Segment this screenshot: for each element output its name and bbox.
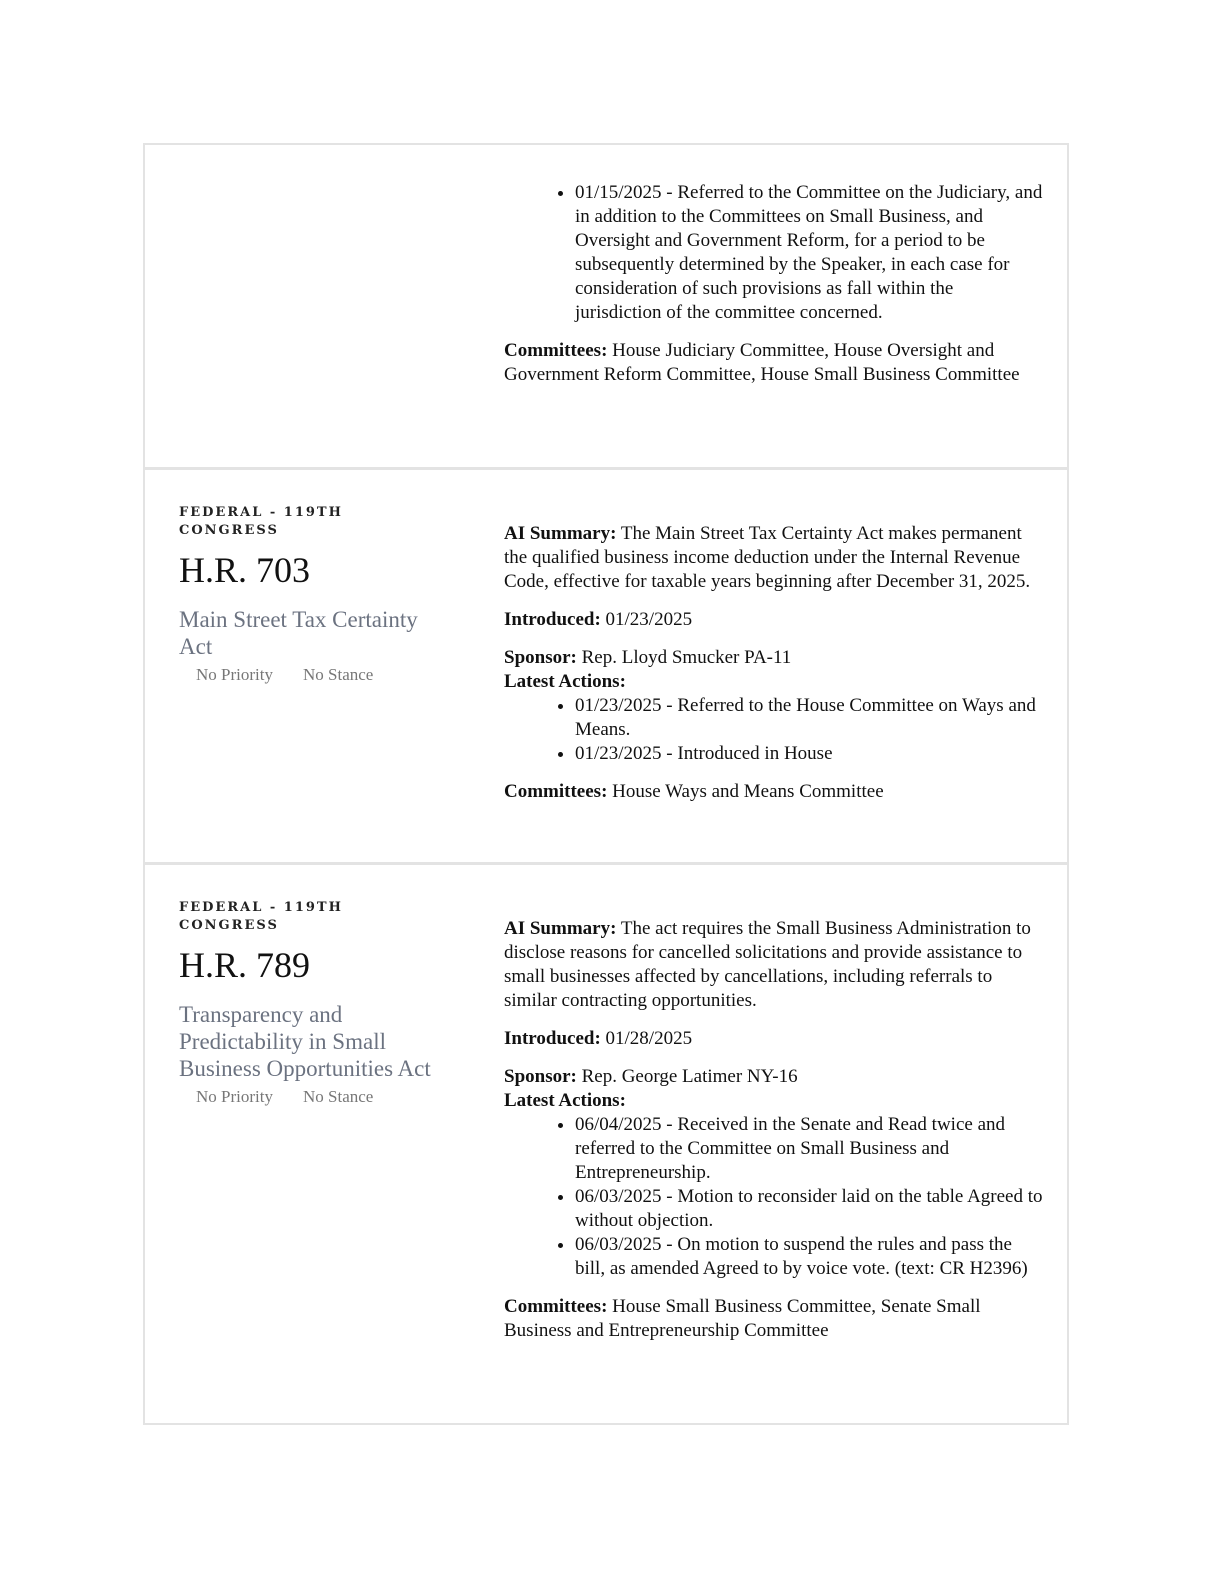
latest-actions-list bbox=[504, 694, 1044, 766]
committees-value: House Small Business Committee, Senate Small Business and Entrepreneurship Committee bbox=[504, 1296, 981, 1341]
bill-tags bbox=[179, 1087, 449, 1107]
committees-value: House Ways and Means Committee bbox=[612, 781, 884, 802]
bill-row-continued bbox=[145, 145, 1067, 467]
introduced-label: Introduced: bbox=[504, 609, 601, 630]
committees-label: Committees: bbox=[504, 781, 608, 802]
introduced bbox=[504, 1027, 1044, 1051]
introduced-date: 01/23/2025 bbox=[605, 609, 693, 630]
bill-details bbox=[504, 865, 1044, 1343]
committees-label: Committees: bbox=[504, 1296, 608, 1317]
action-item: • 06/03/2025 - On motion to suspend the rules and pass the bill, as amended Agreed to by voice vote. (text: CR H2396) bbox=[575, 1233, 1044, 1281]
bill-header bbox=[179, 470, 449, 685]
bill-details bbox=[504, 145, 1044, 387]
ai-summary-text: The act requires the Small Business Administration to disclose reasons for cancelled solicitations and provide assistance to small businesses affected by cancellations, including referrals to similar contracting opportunities. bbox=[504, 918, 1031, 1011]
stance-badge: No Stance bbox=[302, 1087, 374, 1106]
bills-table bbox=[143, 143, 1069, 1425]
bill-title[interactable]: Transparency and Predictability in Small Business Opportunities Act bbox=[179, 1002, 431, 1081]
sponsor bbox=[504, 646, 1044, 670]
jurisdiction-label: FEDERAL - 119TH CONGRESS bbox=[179, 900, 343, 933]
bill-row bbox=[145, 862, 1067, 1423]
committees bbox=[504, 339, 1044, 387]
bill-header bbox=[179, 865, 449, 1107]
latest-actions-label: Latest Actions: bbox=[504, 1090, 626, 1111]
introduced bbox=[504, 608, 1044, 632]
action-item: • 01/23/2025 - Introduced in House bbox=[575, 742, 1044, 766]
ai-summary-label: AI Summary: bbox=[504, 918, 617, 939]
committees-label: Committees: bbox=[504, 340, 608, 361]
introduced-date: 01/28/2025 bbox=[605, 1028, 693, 1049]
committees bbox=[504, 1295, 1044, 1343]
bill-details bbox=[504, 470, 1044, 804]
action-item: • 06/03/2025 - Motion to reconsider laid on the table Agreed to without objection. bbox=[575, 1185, 1044, 1233]
jurisdiction-label: FEDERAL - 119TH CONGRESS bbox=[179, 505, 343, 538]
action-item: • 01/15/2025 - Referred to the Committee on the Judiciary, and in addition to the Committees on Small Business, and Oversight and Government Reform, for a period to be subsequently determined by the Speaker, in each case for consideration of such provisions as fall within the jurisdiction of the committee concerned. bbox=[575, 181, 1044, 325]
ai-summary-label: AI Summary: bbox=[504, 523, 617, 544]
action-item: • 01/23/2025 - Referred to the House Committee on Ways and Means. bbox=[575, 694, 1044, 742]
bill-number[interactable]: H.R. 789 bbox=[179, 945, 311, 985]
stance-badge: No Stance bbox=[302, 665, 374, 684]
committees bbox=[504, 780, 1044, 804]
ai-summary-text: The Main Street Tax Certainty Act makes permanent the qualified business income deduction under the Internal Revenue Code, effective for taxable years beginning after December 31, 2025. bbox=[504, 523, 1031, 592]
action-item: • 06/04/2025 - Received in the Senate and Read twice and referred to the Committee on Small Business and Entrepreneurship. bbox=[575, 1113, 1044, 1185]
latest-actions-list bbox=[504, 181, 1044, 325]
bill-title[interactable]: Main Street Tax Certainty Act bbox=[179, 607, 418, 659]
bill-row bbox=[145, 467, 1067, 862]
priority-badge: No Priority bbox=[196, 1087, 273, 1106]
sponsor-label: Sponsor: bbox=[504, 1066, 577, 1087]
committees-value: House Judiciary Committee, House Oversight and Government Reform Committee, House Small Business Committee bbox=[504, 340, 1020, 385]
latest-actions-list bbox=[504, 1113, 1044, 1281]
introduced-label: Introduced: bbox=[504, 1028, 601, 1049]
sponsor-name: Rep. Lloyd Smucker PA-11 bbox=[581, 647, 792, 668]
ai-summary bbox=[504, 917, 1044, 1013]
latest-actions-label: Latest Actions: bbox=[504, 671, 626, 692]
bill-tags bbox=[179, 665, 449, 685]
bill-number[interactable]: H.R. 703 bbox=[179, 550, 311, 590]
priority-badge: No Priority bbox=[196, 665, 273, 684]
sponsor-label: Sponsor: bbox=[504, 647, 577, 668]
sponsor-name: Rep. George Latimer NY-16 bbox=[581, 1066, 798, 1087]
sponsor bbox=[504, 1065, 1044, 1089]
ai-summary bbox=[504, 522, 1044, 594]
